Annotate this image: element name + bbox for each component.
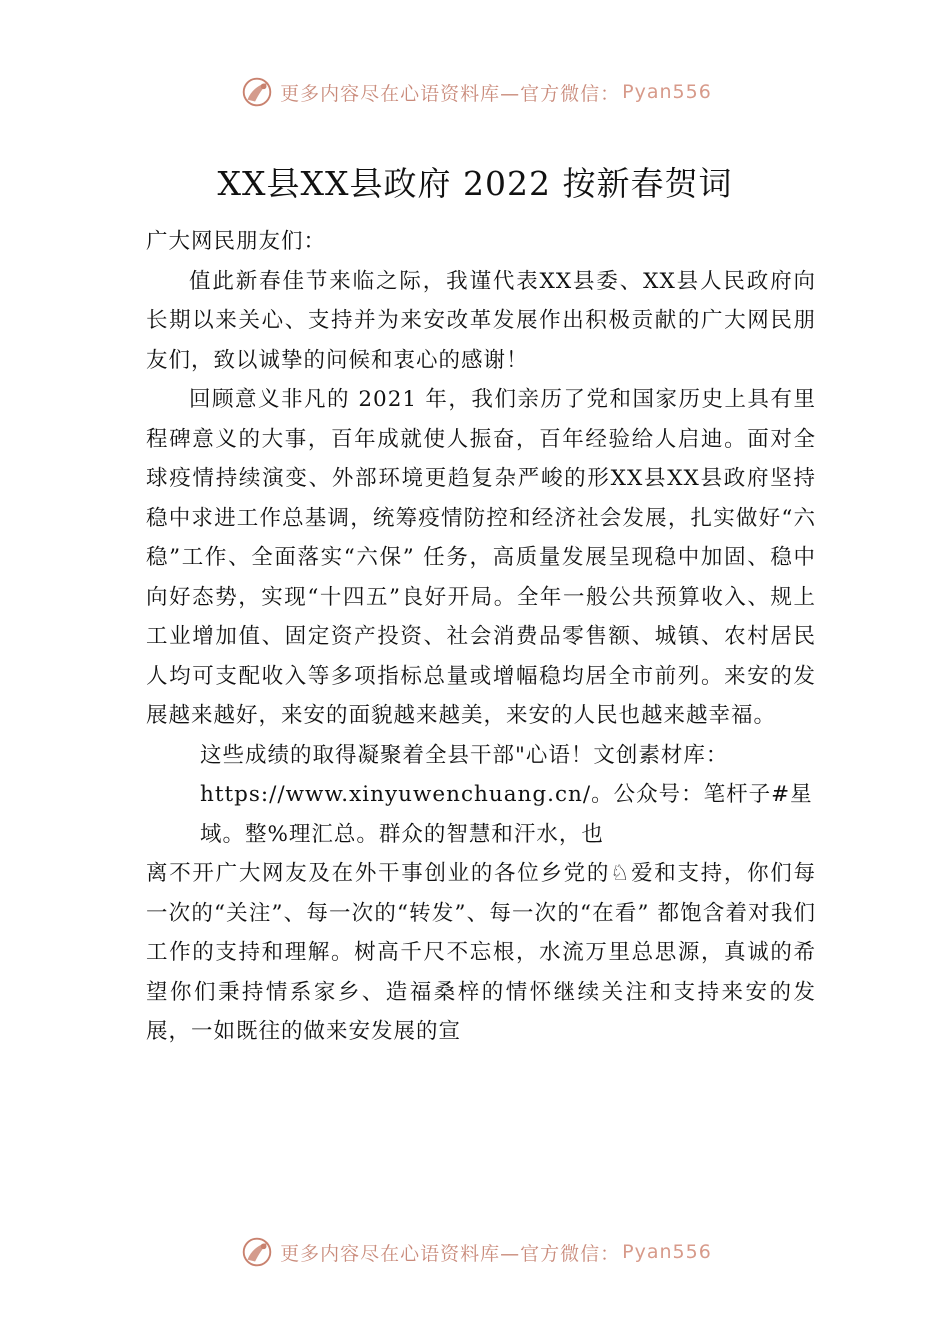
footer-watermark xyxy=(0,1232,950,1272)
paragraph-closing: 离不开广大网友及在外干事创业的各位乡党的♘爱和支持，你们每一次的“关注”、每一次的“转发”、每一次的“在看” 都饱含着对我们工作的支持和理解。树高千尺不忘根，水流万里总思源，真诚的希望你们秉持情系家乡、造福桑梓的情怀继续关注和支持来安的发展，一如既往的做来安发展的宣 xyxy=(146,861,816,1044)
watermark-text: 更多内容尽在心语资料库—官方微信： xyxy=(280,82,621,105)
watermark-handle: Pyan556 xyxy=(622,1241,712,1263)
watermark-text: 更多内容尽在心语资料库—官方微信： xyxy=(280,1242,621,1265)
watermark-handle: Pyan556 xyxy=(622,81,712,103)
paragraph-review: 回顾意义非凡的 2021 年，我们亲历了党和国家历史上具有里程碑意义的大事，百年成就使人振奋，百年经验给人启迪。面对全球疫情持续演变、外部环境更趋复杂严峻的形XX县XX县政府坚持稳中求进工作总基调，统筹疫情防控和经济社会发展，扎实做好“六稳”工作、全面落实“六保” 任务，高质量发展呈现稳中加固、稳中向好态势，实现“十四五”良好开局。全年一般公共预算收入、规上工业增加值、固定资产投资、社会消费品零售额、城镇、农村居民人均可支配收入等多项指标总量或增幅稳均居全市前列。来安的发展越来越好，来安的面貌越来越美，来安的人民也越来越幸福。 xyxy=(146,387,816,728)
document-body xyxy=(146,222,816,1052)
paragraph-greeting: 值此新春佳节来临之际，我谨代表XX县委、XX县人民政府向长期以来关心、支持并为来安改革发展作出积极贡献的广大网民朋友们，致以诚挚的问候和衷心的感谢！ xyxy=(146,268,816,373)
header-watermark xyxy=(0,72,950,112)
salutation: 广大网民朋友们： xyxy=(146,229,327,254)
hand-logo-icon xyxy=(238,73,276,111)
document-title: XX县XX县政府 2022 按新春贺词 xyxy=(217,164,733,203)
hand-logo-icon xyxy=(238,1233,276,1271)
inserted-ad-block: 这些成绩的取得凝聚着全县干部"心语！文创素材库：https://www.xinyuwenchuang.cn/。公众号：笔杆子#星域。整%理汇总。群众的智慧和汗水，也 xyxy=(200,742,813,847)
